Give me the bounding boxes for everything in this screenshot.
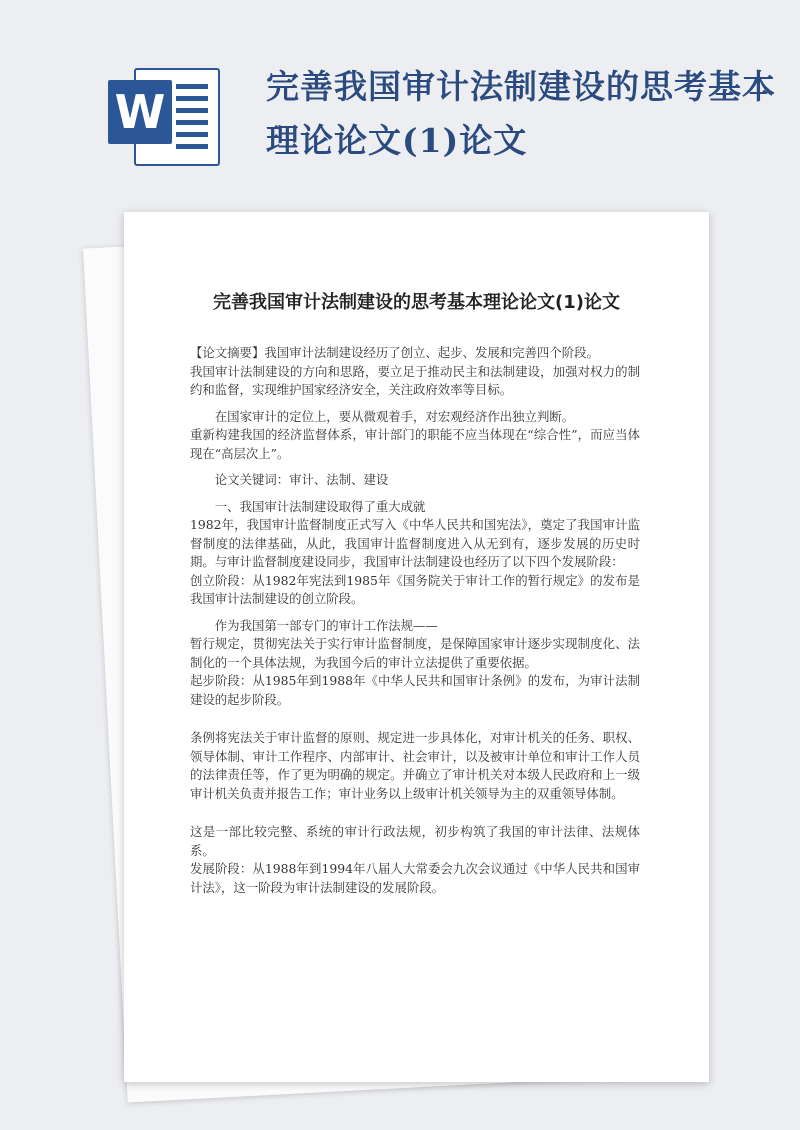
paragraph-starting-stage: 起步阶段：从1985年到1988年《中华人民共和国审计条例》的发布，为审计法制建设的起步阶段。 xyxy=(190,673,640,707)
document-body xyxy=(190,344,640,897)
paragraph-founding-stage: 创立阶段：从1982年宪法到1985年《国务院关于审计工作的暂行规定》的发布是我国审计法制建设的创立阶段。 xyxy=(190,572,640,606)
section-heading: 一、我国审计法制建设取得了重大成就 xyxy=(214,498,426,514)
keywords: 论文关键词：审计、法制、建设 xyxy=(214,472,389,487)
paragraph-positioning: 在国家审计的定位上，要从微观着手，对宏观经济作出独立判断。 xyxy=(214,408,575,424)
abstract-line: 【论文摘要】我国审计法制建设经历了创立、起步、发展和完善四个阶段。 xyxy=(190,345,599,360)
paragraph-interim-provisions: 暂行规定，贯彻宪法关于实行审计监督制度，是保障国家审计逐步实现制度化、法制化的一个具体法规，为我国今后的审计立法提供了重要依据。 xyxy=(190,636,640,670)
document-page xyxy=(124,212,709,1082)
banner-title: 完善我国审计法制建设的思考基本理论论文(1)论文 xyxy=(266,67,776,160)
paragraph-first-regulation: 作为我国第一部专门的审计工作法规—— xyxy=(214,617,438,633)
paragraph-regulations: 条例将宪法关于审计监督的原则、规定进一步具体化，对审计机关的任务、职权、领导体制、审计工作程序、内部审计、社会审计，以及被审计单位和审计工作人员的法律责任等，作了更为明确的规定。并确立了审计机关对本级人民政府和上一级审计机关负责并报告工作；审计业务以上级审计机关领导为主的双重领导体制。 xyxy=(190,730,640,801)
paragraph-development-stage: 发展阶段：从1988年到1994年八届人大常委会九次会议通过《中华人民共和国审计法》，这一阶段为审计法制建设的发展阶段。 xyxy=(190,861,640,895)
paragraph-supervision-system: 重新构建我国的经济监督体系，审计部门的职能不应当体现在“综合性”，而应当体现在“高层次上”。 xyxy=(190,427,640,461)
abstract-body: 我国审计法制建设的方向和思路，要立足于推动民主和法制建设，加强对权力的制约和监督，实现维护国家经济安全，关注政府效率等目标。 xyxy=(190,363,640,397)
banner xyxy=(0,0,800,210)
word-document-icon xyxy=(108,62,218,166)
document-title: 完善我国审计法制建设的思考基本理论论文(1)论文 xyxy=(213,292,620,313)
paragraph-complete-system: 这是一部比较完整、系统的审计行政法规，初步构筑了我国的审计法律、法规体系。 xyxy=(190,824,640,858)
word-w-letter: W xyxy=(108,80,172,144)
paragraph-1982: 1982年，我国审计监督制度正式写入《中华人民共和国宪法》，奠定了我国审计监督制度的法律基础，从此，我国审计监督制度进入从无到有，逐步发展的历史时期。与审计监督制度建设同步，我国审计法制建设也经历了以下四个发展阶段： xyxy=(190,517,640,569)
